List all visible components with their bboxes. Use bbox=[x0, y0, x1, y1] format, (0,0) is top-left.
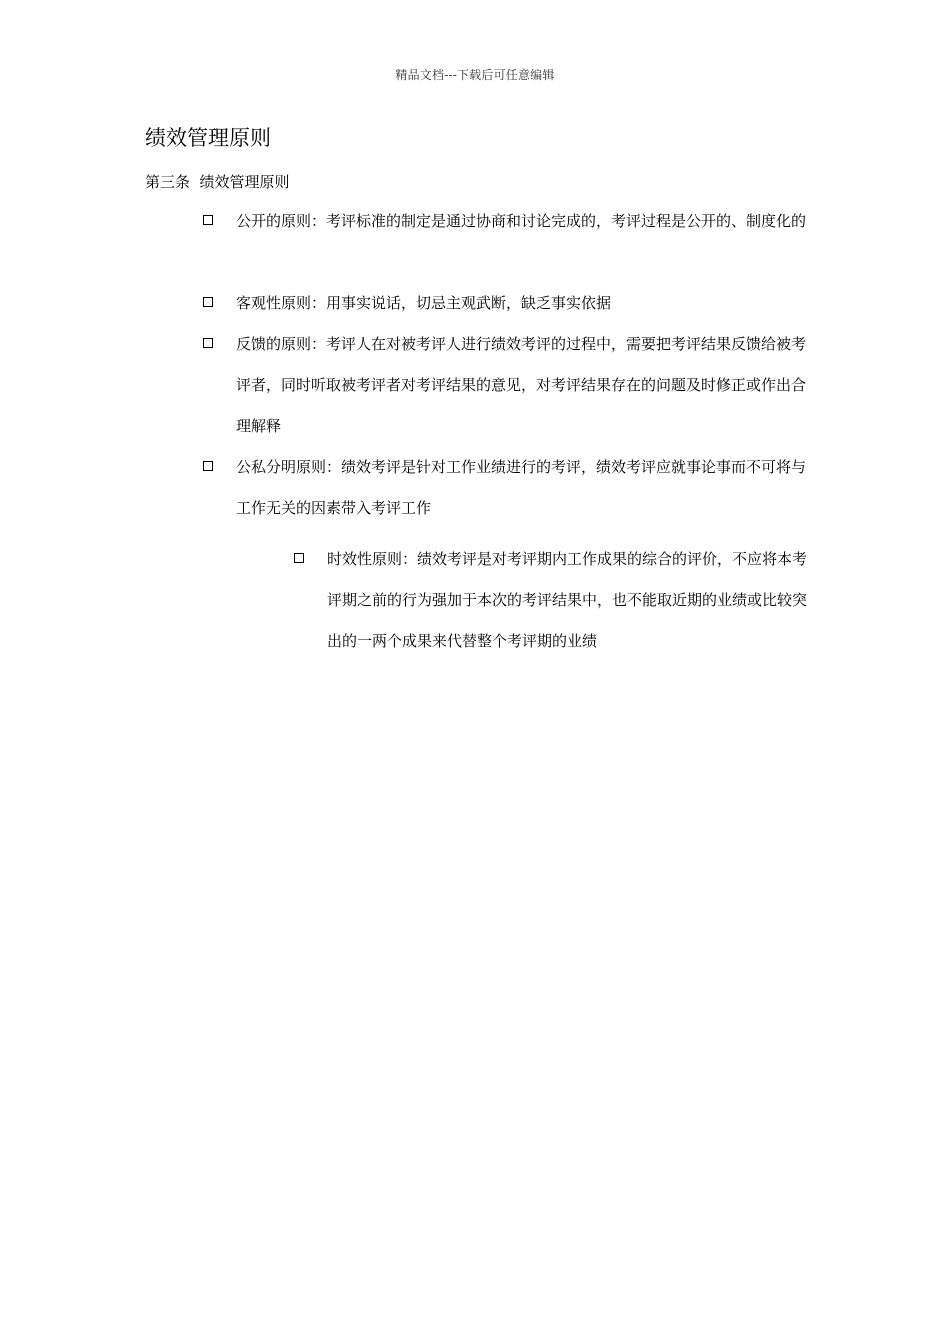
checkbox-icon bbox=[203, 297, 213, 307]
principle-text: 时效性原则：绩效考评是对考评期内工作成果的综合的评价，不应将本考评期之前的行为强加于本次的考评结果中，也不能取近期的业绩或比较突出的一两个成果来代替整个考评期的业绩 bbox=[327, 550, 808, 650]
checkbox-icon bbox=[203, 338, 213, 348]
checkbox-icon bbox=[294, 553, 304, 563]
document-title: 绩效管理原则 bbox=[145, 126, 271, 150]
page-header: 精品文档---下载后可任意编辑 bbox=[395, 68, 555, 82]
principle-text: 反馈的原则：考评人在对被考评人进行绩效考评的过程中，需要把考评结果反馈给被考评者，同时听取被考评者对考评结果的意见，对考评结果存在的问题及时修正或作出合理解释 bbox=[236, 335, 807, 435]
article-heading: 第三条 绩效管理原则 bbox=[145, 173, 290, 191]
principle-text: 客观性原则：用事实说话，切忌主观武断，缺乏事实依据 bbox=[236, 294, 612, 312]
principle-text: 公私分明原则：绩效考评是针对工作业绩进行的考评，绩效考评应就事论事而不可将与工作无关的因素带入考评工作 bbox=[236, 458, 807, 517]
checkbox-icon bbox=[203, 461, 213, 471]
checkbox-icon bbox=[203, 215, 213, 225]
principle-text: 公开的原则：考评标准的制定是通过协商和讨论完成的，考评过程是公开的、制度化的 bbox=[236, 212, 807, 230]
